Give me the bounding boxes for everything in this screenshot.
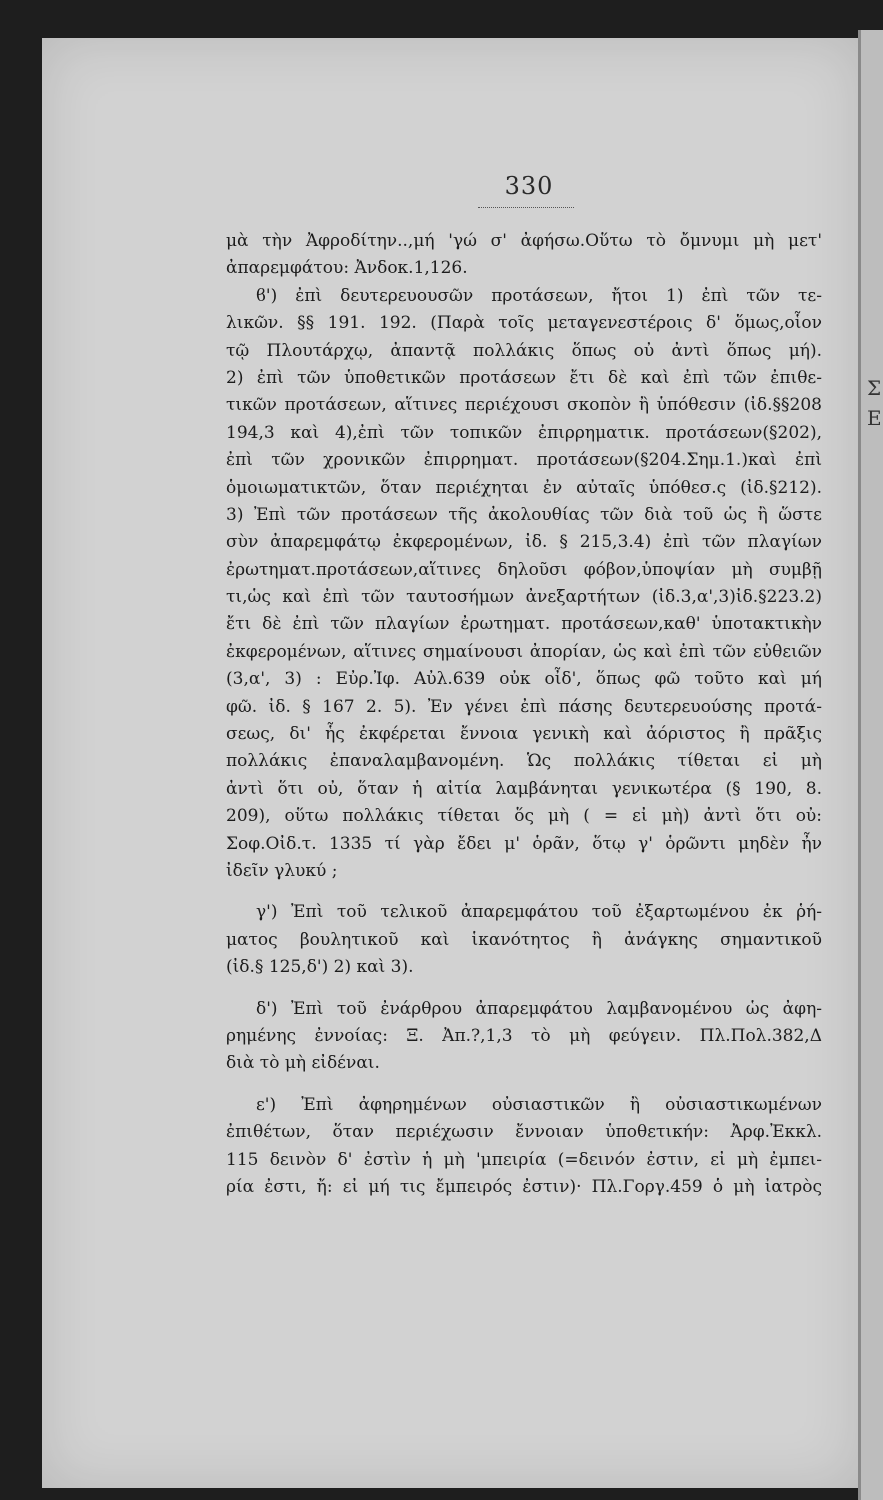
text-line: ρία ἐστι, ἤ: εἰ μή τις ἔμπειρός ἐστιν)· Πλ.Γοργ.459 ὁ μὴ ἰατρὸς — [226, 1176, 822, 1197]
text-line: (ἰδ.§ 125,δ') 2) καὶ 3). — [226, 957, 414, 978]
text-line: ϐ') ἐπὶ δευτερευουσῶν προτάσεων, ἤτοι 1) ἐπὶ τῶν τε- — [256, 285, 822, 306]
text-line: ρημένης ἐννοίας: Ξ. Ἀπ.?,1,3 τὸ μὴ φεύγειν. Πλ.Πολ.382,Δ — [226, 1025, 822, 1046]
text-line: λικῶν. §§ 191. 192. (Παρὰ τοῖς μεταγενεστέροις δ' ὅμως,οἷον — [226, 313, 822, 334]
text-line: τικῶν προτάσεων, αἵτινες περιέχουσι σκοπὸν ἢ ὑπόθεσιν (ἰδ.§§208 — [226, 395, 822, 416]
paragraph-gap — [226, 982, 822, 996]
text-line: γ') Ἐπὶ τοῦ τελικοῦ ἀπαρεμφάτου τοῦ ἐξαρτωμένου ἐκ ῥή- — [256, 902, 822, 923]
text-line: ἐπιθέτων, ὅταν περιέχωσιν ἔννοιαν ὑποθετικήν: Ἀρφ.Ἐκκλ. — [226, 1122, 822, 1143]
text-line: ἐκφερομένων, αἵτινες σημαίνουσι ἀπορίαν, ὡς καὶ ἐπὶ τῶν εὐθειῶν — [226, 641, 822, 662]
text-line: ε') Ἐπὶ ἀφηρημένων οὐσιαστικῶν ἢ οὐσιαστικωμένων — [256, 1094, 822, 1115]
text-line: ἀπαρεμφάτου: Ἀνδοκ.1,126. — [226, 258, 468, 279]
text-line: ὁμοιωματικτῶν, ὅταν περιέχηται ἐν αὐταῖς ὑπόθεσ.ς (ἰδ.§212). — [226, 477, 822, 498]
body-text — [226, 228, 822, 1201]
edge-mark: Ε — [867, 406, 882, 430]
text-line: σεως, δι' ἧς ἐκφέρεται ἔννοια γενικὴ καὶ ἀόριστος ἢ πρᾶξις — [226, 724, 822, 745]
text-line: 3) Ἐπὶ τῶν προτάσεων τῆς ἀκολουθίας τῶν διὰ τοῦ ὡς ἢ ὥστε — [226, 504, 822, 525]
text-line: 2) ἐπὶ τῶν ὑποθετικῶν προτάσεων ἔτι δὲ καὶ ἐπὶ τῶν ἐπιθε- — [226, 367, 822, 388]
text-line: Σοφ.Οἰδ.τ. 1335 τί γὰρ ἔδει μ' ὁρᾶν, ὅτῳ γ' ὁρῶντι μηδὲν ἦν — [226, 833, 822, 854]
text-line: 194,3 καὶ 4),ἐπὶ τῶν τοπικῶν ἐπιρρηματικ. προτάσεων(§202), — [226, 422, 822, 443]
text-line: ἰδεῖν γλυκύ ; — [226, 860, 338, 881]
text-line: διὰ τὸ μὴ εἰδέναι. — [226, 1053, 380, 1074]
paragraph-gap — [226, 885, 822, 899]
text-line: 209), οὕτω πολλάκις τίθεται ὅς μὴ ( = εἰ μὴ) ἀντὶ ὅτι οὐ: — [226, 806, 822, 827]
text-line: τῷ Πλουτάρχῳ, ἀπαντᾷ πολλάκις ὅπως οὐ ἀντὶ ὅπως μή). — [226, 340, 822, 361]
text-line: ἐπὶ τῶν χρονικῶν ἐπιρρηματ. προτάσεων(§204.Σημ.1.)καὶ ἐπὶ — [226, 450, 822, 471]
text-line: πολλάκις ἐπαναλαμβανομένη. Ὡς πολλάκις τίθεται εἰ μὴ — [226, 751, 822, 772]
text-line: ἐρωτηματ.προτάσεων,αἵτινες δηλοῦσι φόβον,ὑποψίαν μὴ συμβῇ — [226, 559, 822, 580]
text-line: ἔτι δὲ ἐπὶ τῶν πλαγίων ἐρωτηματ. προτάσεων,καθ' ὑποτακτικὴν — [226, 614, 822, 635]
text-line: (3,α', 3) : Εὐρ.Ἰφ. Αὐλ.639 οὐκ οἶδ', ὅπως φῶ τοῦτο καὶ μή — [226, 669, 822, 690]
page-number: 330 — [504, 172, 554, 200]
paragraph-gap — [226, 1078, 822, 1092]
text-line: 115 δεινὸν δ' ἐστὶν ἡ μὴ 'μπειρία (=δεινόν ἐστιν, εἰ μὴ ἐμπει- — [226, 1149, 822, 1170]
adjacent-page-edge — [858, 30, 883, 1500]
text-line: ματος βουλητικοῦ καὶ ἱκανότητος ἢ ἀνάγκης σημαντικοῦ — [226, 929, 822, 950]
text-line: μὰ τὴν Ἀφροδίτην..,μή 'γώ σ' ἀφήσω.Οὕτω τὸ ὄμνυμι μὴ μετ' — [226, 231, 822, 251]
text-line: σὺν ἀπαρεμφάτῳ ἐκφερομένων, ἰδ. § 215,3.4) ἐπὶ τῶν πλαγίων — [226, 532, 822, 553]
text-line: ἀντὶ ὅτι οὐ, ὅταν ἡ αἰτία λαμβάνηται γενικωτέρα (§ 190, 8. — [226, 778, 822, 799]
text-line: δ') Ἐπὶ τοῦ ἐνάρθρου ἀπαρεμφάτου λαμβανομένου ὡς ἀφη- — [256, 998, 822, 1019]
edge-mark: Σ — [867, 376, 882, 400]
text-line: φῶ. ἰδ. § 167 2. 5). Ἐν γένει ἐπὶ πάσης δευτερευούσης προτά- — [226, 696, 822, 717]
text-line: τι,ὡς καὶ ἐπὶ τῶν ταυτοσήμων ἀνεξαρτήτων (ἰδ.3,α',3)ἰδ.§223.2) — [226, 587, 822, 608]
page-number-rule — [478, 207, 574, 208]
